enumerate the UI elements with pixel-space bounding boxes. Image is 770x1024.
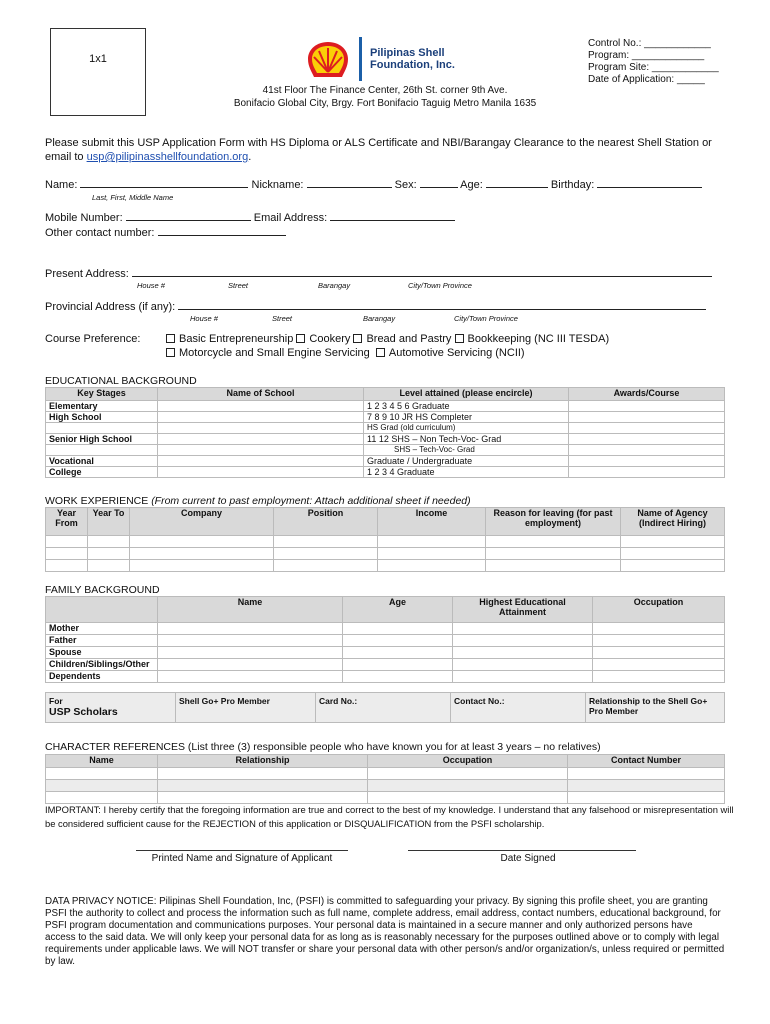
date-of-application-field[interactable]: Date of Application: _____	[588, 74, 705, 85]
key-stage	[46, 445, 158, 456]
family-row[interactable]	[46, 635, 725, 647]
ref-row[interactable]	[46, 792, 725, 804]
family-cell[interactable]	[453, 623, 593, 635]
member-label: Shell Go+ Pro Member	[176, 693, 316, 723]
level-cell[interactable]: 1 2 3 4 Graduate	[364, 467, 569, 478]
awards-cell[interactable]	[569, 401, 725, 412]
shell-logo-icon	[305, 39, 351, 79]
education-table	[45, 387, 725, 478]
ref-header: Contact Number	[568, 755, 725, 768]
school-cell[interactable]	[158, 412, 364, 423]
level-cell[interactable]: SHS – Tech-Voc- Grad	[364, 445, 569, 456]
awards-cell[interactable]	[569, 434, 725, 445]
course-checkbox[interactable]	[166, 334, 175, 343]
family-cell[interactable]	[453, 671, 593, 683]
family-cell[interactable]	[593, 623, 725, 635]
family-cell[interactable]	[343, 671, 453, 683]
work-row[interactable]	[46, 536, 725, 548]
awards-cell[interactable]	[569, 412, 725, 423]
awards-cell[interactable]	[569, 423, 725, 434]
education-row[interactable]	[46, 412, 725, 423]
education-row[interactable]	[46, 434, 725, 445]
edu-header: Level attained (please encircle)	[364, 388, 569, 401]
school-cell[interactable]	[158, 423, 364, 434]
family-cell[interactable]	[453, 647, 593, 659]
family-row[interactable]	[46, 659, 725, 671]
education-row[interactable]	[46, 456, 725, 467]
key-stage: Elementary	[46, 401, 158, 412]
course-checkbox[interactable]	[455, 334, 464, 343]
family-member-label: Children/Siblings/Other	[46, 659, 158, 671]
ref-row[interactable]	[46, 768, 725, 780]
name-row: Name: Nickname: Sex: Age: Birthday:	[45, 178, 702, 191]
card-no-label[interactable]: Card No.:	[316, 693, 451, 723]
present-address-field[interactable]	[132, 267, 712, 277]
edu-header: Awards/Course	[569, 388, 725, 401]
level-cell[interactable]: 7 8 9 10 JR HS Completer	[364, 412, 569, 423]
family-header: Age	[343, 597, 453, 623]
family-cell[interactable]	[593, 659, 725, 671]
work-header: Name of Agency (Indirect Hiring)	[621, 508, 725, 536]
family-cell[interactable]	[343, 659, 453, 671]
work-header: Reason for leaving (for past employment)	[486, 508, 621, 536]
family-row[interactable]	[46, 671, 725, 683]
work-header: Year From	[46, 508, 88, 536]
work-table	[45, 507, 725, 572]
course-row-1: Basic Entrepreneurship Cookery Bread and Pastry Bookkeeping (NC III TESDA)	[166, 333, 609, 345]
edu-header: Name of School	[158, 388, 364, 401]
family-cell[interactable]	[158, 671, 343, 683]
family-header: Highest Educational Attainment	[453, 597, 593, 623]
family-cell[interactable]	[593, 647, 725, 659]
work-row[interactable]	[46, 560, 725, 572]
prov-hint-house: House #	[190, 314, 218, 323]
family-header: Occupation	[593, 597, 725, 623]
family-cell[interactable]	[343, 647, 453, 659]
course-checkbox[interactable]	[376, 348, 385, 357]
name-field[interactable]	[80, 178, 248, 188]
foundation-logo	[305, 37, 455, 81]
school-cell[interactable]	[158, 401, 364, 412]
school-cell[interactable]	[158, 456, 364, 467]
school-cell[interactable]	[158, 434, 364, 445]
logo-text: Pilipinas Shell Foundation, Inc.	[370, 47, 455, 71]
mobile-field[interactable]	[126, 211, 251, 221]
control-no-field[interactable]: Control No.: ____________	[588, 38, 711, 49]
ref-header: Occupation	[368, 755, 568, 768]
family-cell[interactable]	[343, 623, 453, 635]
control-block	[588, 38, 719, 86]
privacy-notice: DATA PRIVACY NOTICE: Pilipinas Shell Foundation, Inc, (PSFI) is committed to safeguarding your privacy. By signing this profile sheet, you are granting PSFI the authority to collect and process the information such as full name, complete address, email address, contact numbers, educational background, for PSFI program documentation and communications purposes. Your personal data is maintained in a secure manner and only authorized persons have access to the said data. We will only keep your personal data for as long as is reasonably necessary for the purposes outlined above or to comply with legal requirements under applicable laws. We will NOT transfer or share your personal data with other person/s and/or organization/s, unless required or permitted by law.	[45, 896, 725, 967]
references-table	[45, 754, 725, 804]
family-row[interactable]	[46, 623, 725, 635]
sex-field[interactable]	[420, 178, 458, 188]
family-cell[interactable]	[158, 623, 343, 635]
provincial-address-row: Provincial Address (if any):	[45, 300, 706, 313]
present-hint-street: Street	[228, 281, 249, 290]
family-row[interactable]	[46, 647, 725, 659]
level-cell[interactable]: 11 12 SHS – Non Tech-Voc- Grad	[364, 434, 569, 445]
key-stage: Vocational	[46, 456, 158, 467]
present-hint-barangay: Barangay	[318, 281, 351, 290]
work-header: Position	[274, 508, 378, 536]
nickname-field[interactable]	[307, 178, 392, 188]
course-row-2: Motorcycle and Small Engine Servicing Automotive Servicing (NCII)	[166, 347, 525, 359]
ref-header: Relationship	[158, 755, 368, 768]
school-cell[interactable]	[158, 467, 364, 478]
program-field[interactable]: Program: _____________	[588, 50, 705, 61]
family-table	[45, 596, 725, 683]
education-title: EDUCATIONAL BACKGROUND	[45, 375, 197, 387]
family-cell[interactable]	[343, 635, 453, 647]
prov-hint-barangay: Barangay	[363, 314, 396, 323]
school-cell[interactable]	[158, 445, 364, 456]
key-stage: High School	[46, 412, 158, 423]
key-stage: Senior High School	[46, 434, 158, 445]
prov-hint-street: Street	[272, 314, 293, 323]
present-address-row: Present Address:	[45, 267, 712, 280]
work-header: Year To	[88, 508, 130, 536]
awards-cell[interactable]	[569, 445, 725, 456]
course-checkbox[interactable]	[353, 334, 362, 343]
date-signed-label: Date Signed	[500, 853, 556, 864]
family-member-label: Spouse	[46, 647, 158, 659]
course-checkbox[interactable]	[296, 334, 305, 343]
email-field[interactable]	[330, 211, 455, 221]
family-cell[interactable]	[158, 659, 343, 671]
key-stage: College	[46, 467, 158, 478]
photo-box[interactable]	[50, 28, 146, 116]
level-cell[interactable]: Graduate / Undergraduate	[364, 456, 569, 467]
family-cell[interactable]	[593, 671, 725, 683]
name-hint: Last, First, Middle Name	[92, 193, 174, 202]
level-cell[interactable]: 1 2 3 4 5 6 Graduate	[364, 401, 569, 412]
present-hint-city: City/Town Province	[408, 281, 472, 290]
family-cell[interactable]	[453, 659, 593, 671]
education-row[interactable]	[46, 445, 725, 456]
level-cell[interactable]: HS Grad (old curriculum)	[364, 423, 569, 434]
family-member-label: Dependents	[46, 671, 158, 683]
family-cell[interactable]	[158, 647, 343, 659]
family-header: Name	[158, 597, 343, 623]
date-signed-line[interactable]	[408, 850, 636, 851]
work-header: Income	[378, 508, 486, 536]
awards-cell[interactable]	[569, 467, 725, 478]
age-field[interactable]	[486, 178, 548, 188]
ref-header: Name	[46, 755, 158, 768]
contact-no-label[interactable]: Contact No.:	[451, 693, 586, 723]
education-row[interactable]	[46, 467, 725, 478]
program-site-field[interactable]: Program Site: ____________	[588, 62, 719, 73]
key-stage	[46, 423, 158, 434]
birthday-field[interactable]	[597, 178, 702, 188]
family-cell[interactable]	[158, 635, 343, 647]
instructions: Please submit this USP Application Form with HS Diploma or ALS Certificate and NBI/Barangay Clearance to the nearest Shell Station or email to usp@pilipinasshellfoundation.org.	[45, 137, 712, 163]
work-title: WORK EXPERIENCE (From current to past employment: Attach additional sheet if needed)	[45, 495, 471, 507]
present-hint-house: House #	[137, 281, 165, 290]
references-title: CHARACTER REFERENCES (List three (3) responsible people who have known you for at least 3 years – no relatives)	[45, 741, 601, 753]
family-title: FAMILY BACKGROUND	[45, 584, 160, 596]
education-row[interactable]	[46, 401, 725, 412]
applicant-signature-line[interactable]	[136, 850, 348, 851]
family-member-label: Father	[46, 635, 158, 647]
other-contact-field[interactable]	[158, 226, 286, 236]
family-header-blank	[46, 597, 158, 623]
prov-hint-city: City/Town Province	[454, 314, 518, 323]
course-checkbox[interactable]	[166, 348, 175, 357]
applicant-signature-label: Printed Name and Signature of Applicant	[151, 853, 333, 864]
provincial-address-field[interactable]	[178, 300, 706, 310]
work-header: Company	[130, 508, 274, 536]
edu-header: Key Stages	[46, 388, 158, 401]
email-link[interactable]: usp@pilipinasshellfoundation.org	[86, 151, 249, 163]
scholars-label: For USP Scholars	[46, 693, 176, 723]
mobile-row: Mobile Number: Email Address:	[45, 211, 455, 224]
course-label: Course Preference:	[45, 333, 141, 345]
scholars-table	[45, 692, 725, 723]
logo-divider	[359, 37, 362, 81]
foundation-address: 41st Floor The Finance Center, 26th St. corner 9th Ave. Bonifacio Global City, Brgy. Fort Bonifacio Taguig Metro Manila 1635	[233, 85, 537, 109]
photo-label: 1x1	[89, 53, 107, 65]
important-statement: IMPORTANT: I hereby certify that the foregoing information are true and correct to the best of my knowledge. I understand that any falsehood or misrepresentation will be considered sufficient cause for the REJECTION of this application or DISQUALIFICATION from the PSFI scholarship.	[45, 804, 734, 829]
work-row[interactable]	[46, 548, 725, 560]
ref-row[interactable]	[46, 780, 725, 792]
family-cell[interactable]	[593, 635, 725, 647]
family-cell[interactable]	[453, 635, 593, 647]
family-member-label: Mother	[46, 623, 158, 635]
other-contact-row: Other contact number:	[45, 226, 286, 239]
awards-cell[interactable]	[569, 456, 725, 467]
education-row[interactable]	[46, 423, 725, 434]
relationship-label[interactable]: Relationship to the Shell Go+ Pro Member	[586, 693, 725, 723]
